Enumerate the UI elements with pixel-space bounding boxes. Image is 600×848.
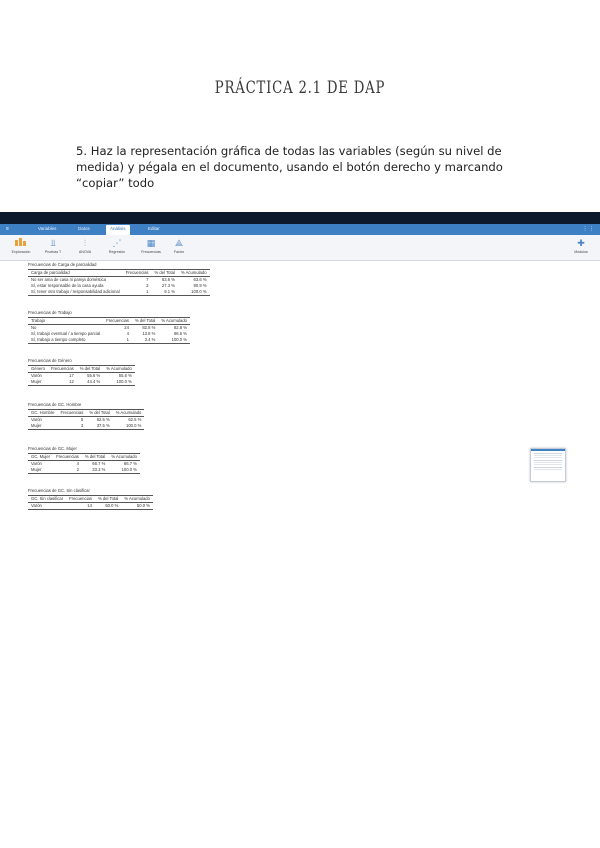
results-thumbnail[interactable]	[530, 448, 566, 482]
main-menu-icon[interactable]: ≡	[6, 226, 9, 232]
freq-table-gc-mujer: Frecuencias de GC. Mujer GC. Mujer Frecuencias % del Total % Acumulado Varón 4 66.7 % 66.7 % Mujer 2 33.3 % 100.0 %	[28, 446, 140, 474]
t-test-icon: ⫫	[50, 238, 56, 248]
freq-table-gc-sin-clasificar: Frecuencias de GC. Sin clasificar GC. Sin clasificar Frecuencias % del Total % Acumulado Varón 14 50.0 % 50.0 %	[28, 488, 153, 510]
tab-editar[interactable]: Editar	[148, 226, 160, 231]
tab-datos[interactable]: Datos	[78, 226, 90, 231]
window-titlebar	[0, 212, 600, 224]
factor-button[interactable]: ⟁ Factor	[162, 237, 196, 259]
anova-button[interactable]: ⫶ ANOVA	[68, 237, 102, 259]
modulos-button[interactable]: ✚ Módulos	[564, 237, 598, 259]
table-row: Sí, estar responsable de la casa ayuda 3 27.3 % 90.9 %	[31, 283, 207, 288]
table-row: Sí, trabajo a tiempo completo 1 3.4 % 100.0 %	[28, 337, 190, 344]
bar-chart-icon	[4, 237, 38, 250]
tab-analisis[interactable]: Análisis	[106, 225, 130, 235]
page-title: PRÁCTICA 2.1 DE DAP	[214, 78, 386, 98]
analysis-ribbon	[0, 235, 600, 261]
freq-table-carga: Frecuencias de Carga de parcialidad Carga de parcialidad Frecuencias % del Total % Acumulado No ser ama de casa ni pareja doméstica 7 63.6 % 63.6 % Sí, estar responsable de la casa ayuda 3 27.3 % 90.9 % Sí, tener otro trabajo / responsabilidad adicional 1 9.1 % 100.0 %	[28, 262, 210, 296]
table-row: No 24 82.8 % 82.8 %	[31, 325, 187, 330]
results-panel	[28, 262, 258, 511]
table-row: No ser ama de casa ni pareja doméstica 7 63.6 % 63.6 %	[31, 277, 207, 282]
table-row: Varón 17 55.6 % 55.6 %	[31, 373, 132, 378]
regression-icon: ⋰	[112, 238, 122, 248]
pruebas-t-button[interactable]: ⫫ Pruebas T	[36, 237, 70, 259]
window-controls[interactable]: ⋮ ⋮	[582, 226, 594, 232]
table-row: Sí, trabajo eventual / a tiempo parcial 4 13.8 % 96.6 %	[31, 331, 187, 336]
table-row: Varón 14 50.0 % 50.0 %	[28, 503, 153, 510]
exploracion-button[interactable]: Exploración	[4, 237, 38, 259]
freq-table-gc-hombre: Frecuencias de GC. Hombre GC. Hombre Frecuencias % del Total % Acumulado Varón 5 62.5 % 62.5 % Mujer 3 37.5 % 100.0 %	[28, 402, 144, 430]
regresion-button[interactable]: ⋰ Regresión	[100, 237, 134, 259]
factor-icon: ⟁	[174, 238, 184, 248]
tab-variables[interactable]: Variables	[38, 226, 57, 231]
table-row: Sí, tener otro trabajo / responsabilidad adicional 1 9.1 % 100.0 %	[28, 289, 210, 296]
instruction-text: 5. Haz la representación gráfica de todas las variables (según su nivel de medida) y pégala en el documento, usando el botón derecho y marcando “copiar” todo	[76, 144, 503, 190]
jamovi-screenshot	[0, 212, 600, 511]
modules-icon: ✚	[577, 238, 585, 248]
frecuencias-button[interactable]: ▦ Frecuencias	[134, 237, 168, 259]
frequencies-icon: ▦	[146, 238, 156, 248]
menu-bar	[0, 224, 600, 235]
freq-table-genero: Frecuencias de Género Género Frecuencias % del Total % Acumulado Varón 17 55.6 % 55.6 % Mujer 12 44.4 % 100.0 %	[28, 358, 135, 386]
table-row: Varón 5 62.5 % 62.5 %	[31, 417, 142, 422]
anova-icon: ⫶	[83, 238, 87, 248]
table-row: Mujer 2 33.3 % 100.0 %	[28, 467, 140, 474]
table-row: Varón 4 66.7 % 66.7 %	[31, 461, 137, 466]
freq-table-trabajo: Frecuencias de Trabajo Trabajo Frecuencias % del Total % Acumulado No 24 82.8 % 82.8 % Sí, trabajo eventual / a tiempo parcial 4 13.8 % 96.6 % Sí, trabajo a tiempo completo 1 3.4 % 100.0 %	[28, 310, 190, 344]
table-row: Mujer 12 44.4 % 100.0 %	[28, 379, 135, 386]
table-row: Mujer 3 37.5 % 100.0 %	[28, 423, 144, 430]
